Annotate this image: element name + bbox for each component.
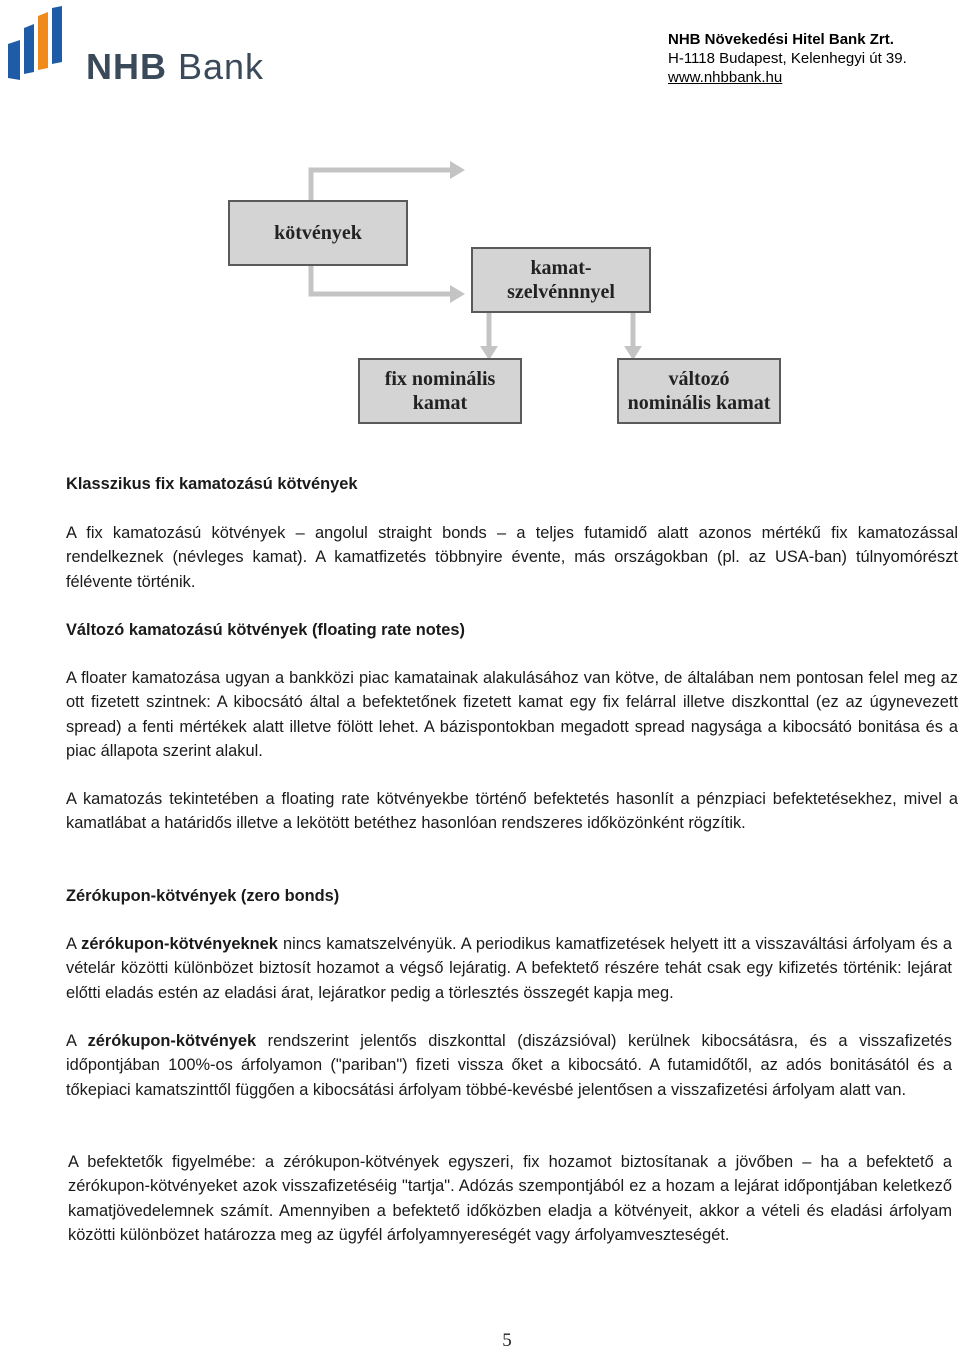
paragraph-zero-1: A zérókupon-kötvényeknek nincs kamatszelvényük. A periodikus kamatfizetések helyett itt a visszaváltási árfolyam és a vételár közötti különbözet biztosít hozamot a végső lejáratig. A befektető részére tehát csak egy kifizetés történik: lejárat előtti eladás estén az eladási árat, lejáratkor pedig a törlesztés összegét kapja meg.	[66, 935, 952, 1002]
diagram-box-coupon: kamat- szelvénnnyel	[471, 247, 651, 313]
paragraph-zero-2: A zérókupon-kötvények rendszerint jelentős diszkonttal (diszázsióval) kerülnek kibocsátásra, és a visszafizetés időpontjában 100%-os árfolyamon ("pariban") fizeti vissza őket a kibocsátó. A futamidőtől, az adós bonitásától és a tőkepiaci kamatszinttől függően a kibocsátási árfolyam többé-kevésbé jelentősen a visszafizetési árfolyam alatt van.	[66, 1032, 952, 1099]
heading-floating-rate-notes: Változó kamatozású kötvények (floating rate notes)	[66, 621, 465, 639]
company-address: H-1118 Budapest, Kelenhegyi út 39.	[668, 50, 907, 67]
paragraph-fixed-rate: A fix kamatozású kötvények – angolul straight bonds – a teljes futamidő alatt azonos mértékű fix kamatozással rendelkeznek (névleges kamat). A kamatfizetés többnyire évente, más országokban (pl. az USA-ban) túlnyomórészt félévente történik.	[66, 524, 958, 591]
diagram-box-bonds: kötvények	[228, 200, 408, 266]
nhb-bank-logo	[6, 6, 276, 86]
paragraph-floater-2: A kamatozás tekintetében a floating rate kötvényekbe történő befektetés hasonlít a pénzpiaci befektetésekhez, mivel a kamatlábat a határidős illetve a lekötött betéthez hasonlóan rendszeres időközönként rögzítik.	[66, 790, 958, 833]
paragraph-floater-1: A floater kamatozása ugyan a bankközi piac kamatainak alakulásához van kötve, de általában nem pontosan felel meg az ott fizetett szintnek: A kibocsátó által a befektetőnek fizetett kamat egy fix felárral illetve diszkonttal (ez az úgynevezett spread) a fenti mértékek alatt illetve fölött lehet. A bázispontokban megadott spread nagysága a kibocsátó bonitása és a piac állapota szerint alakul.	[66, 669, 958, 760]
arrowhead-mid-icon	[450, 285, 465, 303]
heading-fixed-rate-bonds: Klasszikus fix kamatozású kötvények	[66, 475, 358, 493]
paragraph-investor-note: A befektetők figyelmébe: a zérókupon-kötvények egyszeri, fix hozamot biztosítanak a jövőben – ha a befektető a zérókupon-kötvényeket azok visszafizetéséig "tartja". Adózás szempontjából ez a hozam a lejárat időpontjában keletkező kamatjövedelemnek számít. Amennyiben a befektető időközben eladja a kötvényeit, akkor a vételi és eladási árfolyam közötti különbözet határozza meg az ügyfél árfolyamnyereségét vagy árfolyamveszteségét.	[68, 1153, 952, 1244]
company-website-link[interactable]: www.nhbbank.hu	[668, 69, 783, 86]
arrow-root-to-upper	[311, 170, 452, 200]
arrow-root-to-mid	[311, 266, 452, 294]
bond-types-diagram	[0, 150, 960, 440]
page-number: 5	[502, 1330, 512, 1351]
logo-bars-icon	[6, 6, 66, 82]
company-info	[668, 30, 907, 87]
diagram-box-variable-rate: változó nominális kamat	[617, 358, 781, 424]
company-name: NHB Növekedési Hitel Bank Zrt.	[668, 31, 894, 48]
diagram-box-fixed-rate: fix nominális kamat	[358, 358, 522, 424]
arrowhead-upper-icon	[450, 161, 465, 179]
logo-wordmark: NHB Bank	[86, 46, 265, 87]
heading-zero-bonds: Zérókupon-kötvények (zero bonds)	[66, 887, 340, 905]
